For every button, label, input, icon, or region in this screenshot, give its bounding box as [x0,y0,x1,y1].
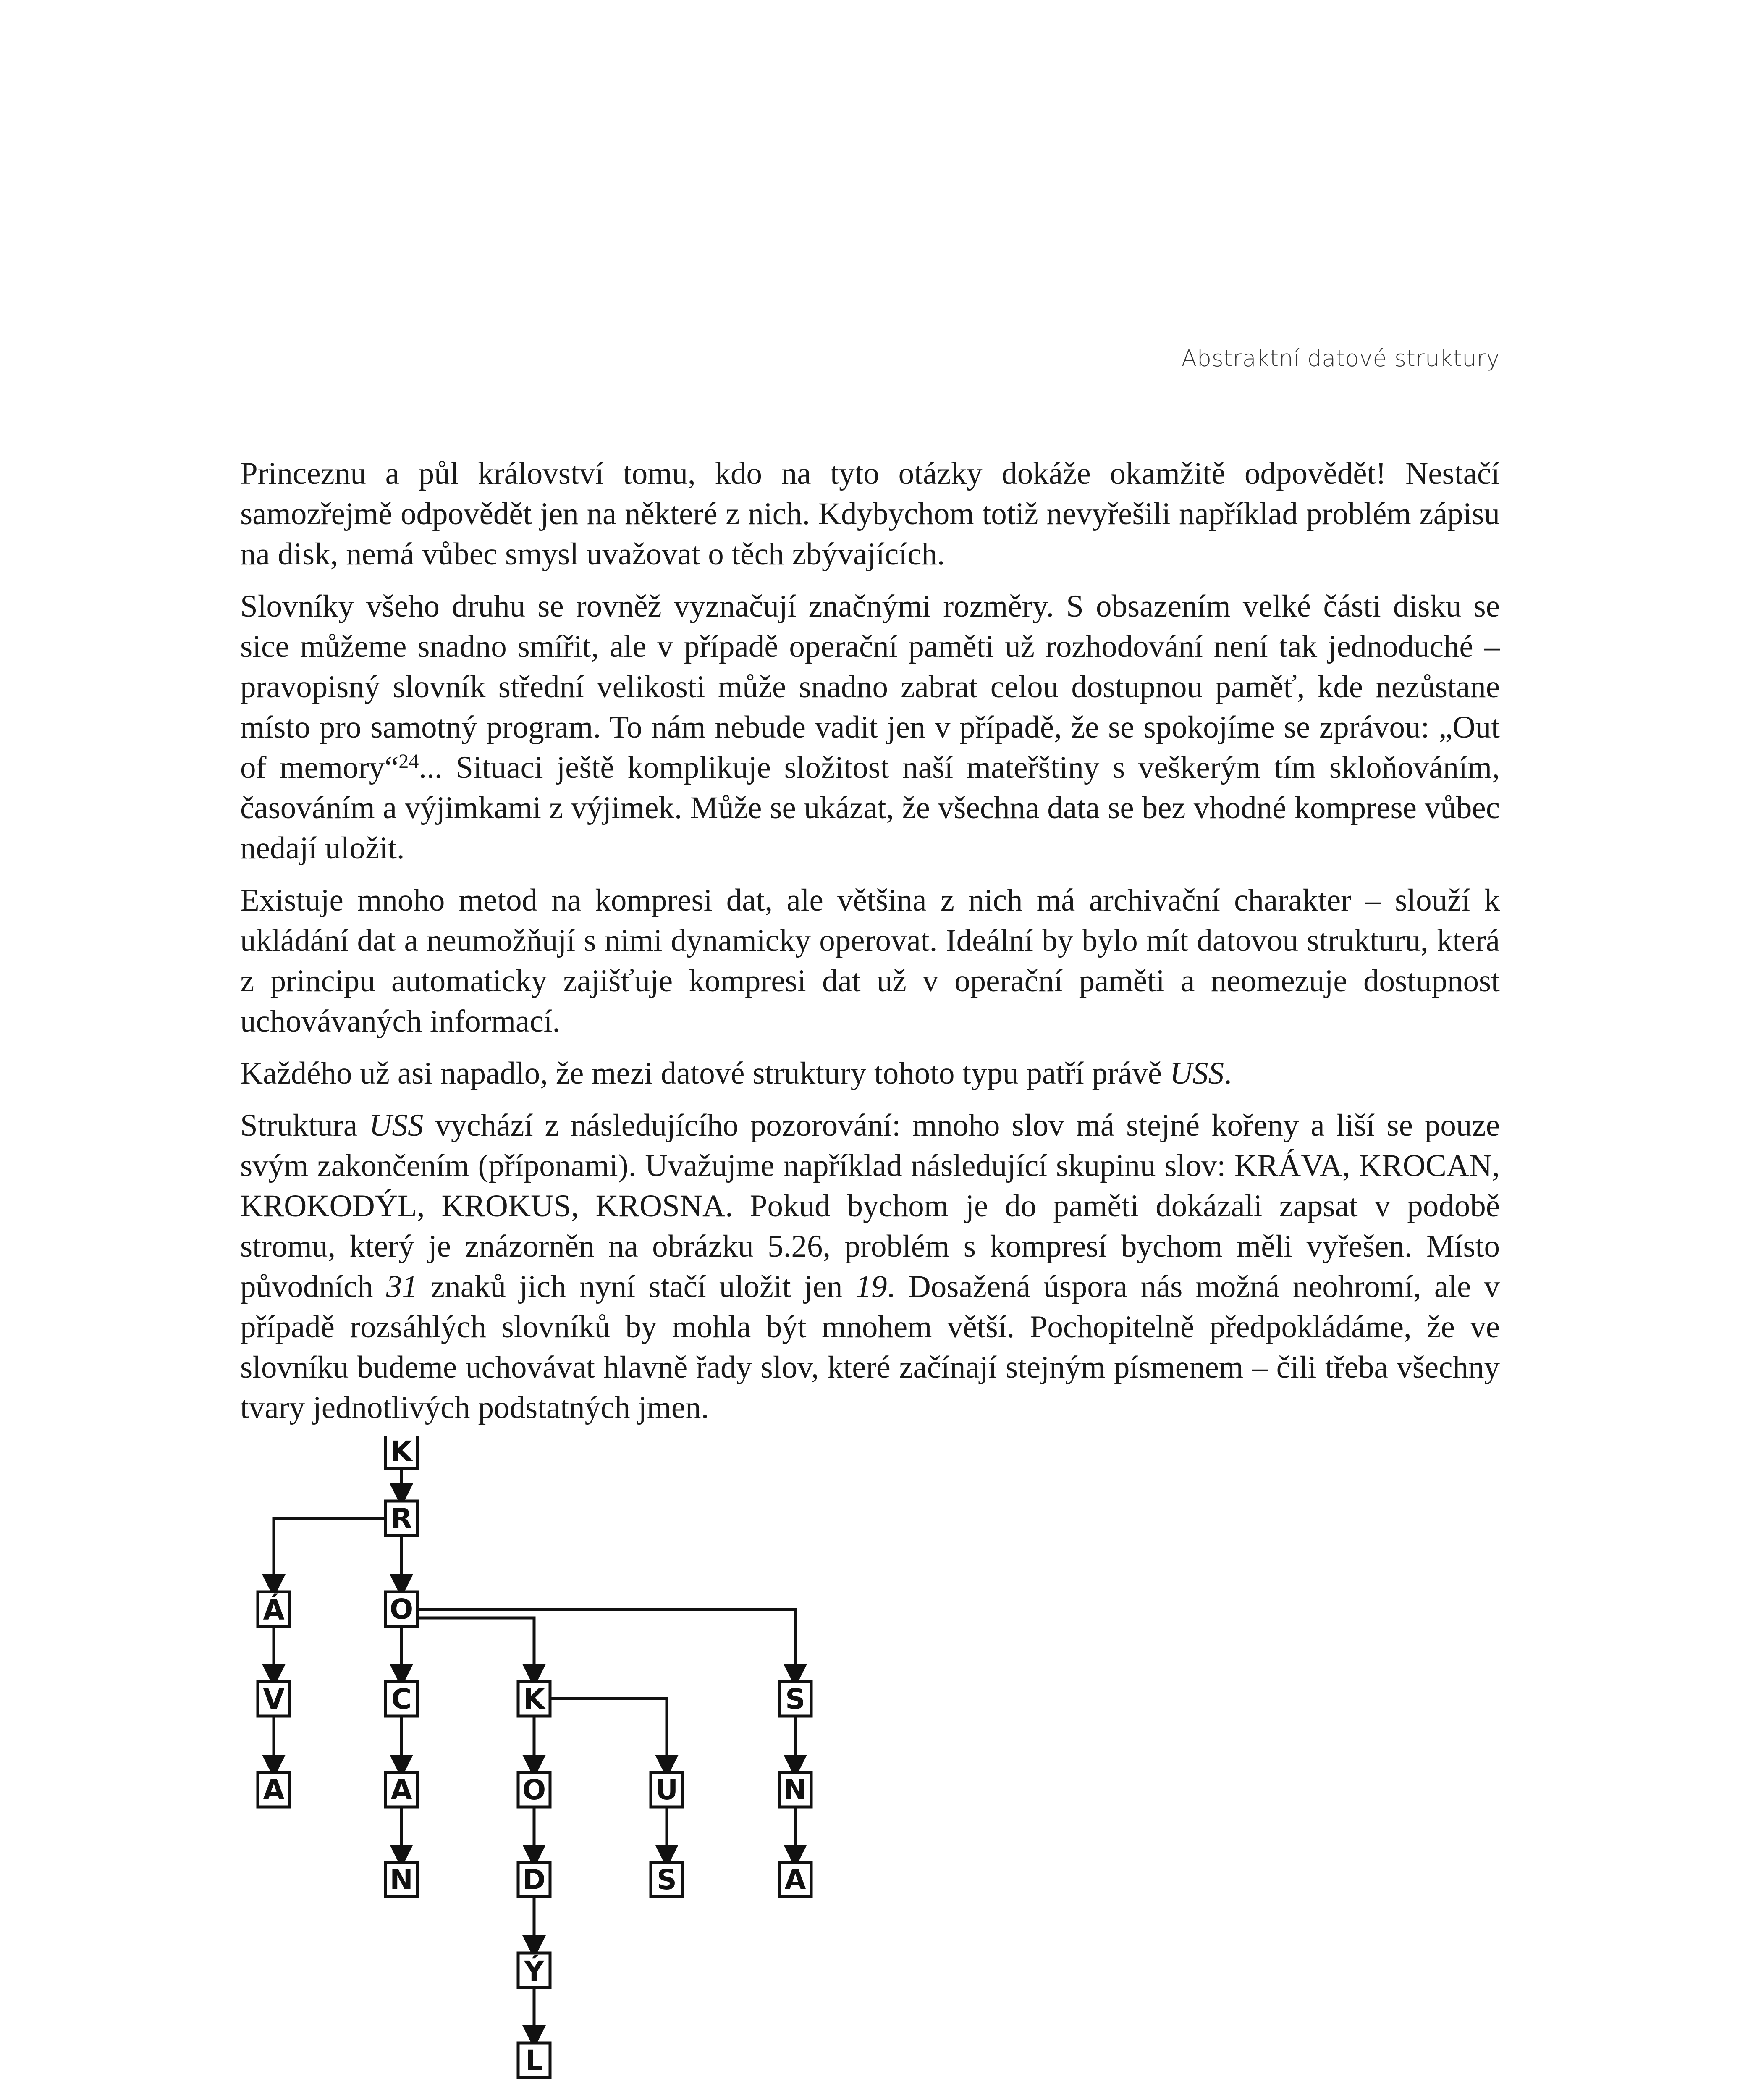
node-a3: A [784,1864,806,1896]
paragraph-5 [240,1105,1500,1428]
compressed-count: 19 [855,1269,887,1304]
paragraph-2-end: ... Situaci ještě komplikuje složitost naší mateřštiny s veškerým tím skloňováním, časováním a výjimkami z výjimek. Může se ukázat, že všechna data se bez vhodné komprese vůbec nedají uložit. [240,750,1500,866]
paragraph-5-d: . Dosažená úspora nás možná neohromí, ale v případě rozsáhlých slovníků by mohla být mnohem větší. Pochopitelně předpokládáme, že ve slovníku budeme uchovávat hlavně řady slov, které začínají stejným písmenem – čili třeba všechny tvary jednotlivých podstatných jmen. [240,1269,1500,1425]
paragraph-2 [240,586,1500,869]
node-a1: A [263,1774,285,1806]
paragraph-1: Princeznu a půl království tomu, kdo na tyto otázky dokáže okamžitě odpovědět! Nestačí samozřejmě odpovědět jen na některé z nich. Kdybychom totiž nevyřešili například problém zápisu na disk, nemá vůbec smysl uvažovat o těch zbývajících. [240,456,1500,572]
edge-o-s [417,1609,795,1682]
paragraph-4 [240,1053,1500,1094]
node-n1: N [390,1864,413,1896]
node-a-acute: Á [263,1594,285,1626]
edge-r-a-acute [274,1519,385,1592]
node-o: O [389,1593,414,1625]
paragraph-5-c: znaků jich nyní stačí uložit jen [417,1269,856,1304]
node-s1: S [657,1864,677,1896]
edge-k-u [550,1698,667,1772]
paragraph-4-end: . [1224,1056,1232,1091]
paragraph-5-b: vychází z následujícího pozorování: mnoho slov má stejné kořeny a liší se pouze svým zakončením (příponami). Uvažujme například následující skupinu slov: KRÁVA, KROCAN, KROKODÝL, KROKUS, KROSNA. Pokud bychom je do paměti dokázali zapsat v podobě stromu, který je znázorněn na obrázku 5.26, problém s kompresí bychom měli vyřešen. Místo původních [240,1108,1500,1304]
edge-o-k [417,1618,534,1682]
node-d: D [522,1864,546,1896]
uss-term: USS [369,1108,424,1143]
running-title: Abstraktní datové struktury [1181,345,1500,372]
original-count: 31 [386,1269,418,1304]
node-y-acute: Ý [524,1955,544,1987]
paragraph-2-start: Slovníky všeho druhu se rovněž vyznačují značnými rozměry. S obsazením velké části disku se sice můžeme snadno smířit, ale v případě operační paměti už rozhodování není tak jednoduché – pravopisný slovník střední velikosti může snadno zabrat celou dostupnou paměť, kde nezůstane místo pro samotný program. To nám nebude vadit jen v případě, že se spokojíme se zprávou: „Out of memory“ [240,589,1500,785]
node-n2: N [784,1774,807,1806]
node-o2: O [522,1774,546,1806]
node-k2: K [523,1683,545,1715]
node-r: R [390,1502,412,1535]
node-u: U [655,1774,678,1806]
uss-term: USS [1169,1056,1224,1091]
node-a2: A [390,1774,412,1806]
node-c: C [391,1683,412,1715]
node-l: L [525,2044,543,2076]
body-text [240,454,1500,1440]
node-k-root: K [390,1436,412,1467]
paragraph-4-text: Každého už asi napadlo, že mezi datové struktury tohoto typu patří právě [240,1056,1170,1091]
paragraph-3: Existuje mnoho metod na kompresi dat, ale většina z nich má archivační charakter – slouží k ukládání dat a neumožňují s nimi dynamicky operovat. Ideální by bylo mít datovou strukturu, která z principu automaticky zajišťuje kompresi dat už v operační paměti a neomezuje dostupnost uchovávaných informací. [240,883,1500,1039]
footnote-reference: 24 [398,750,419,772]
paragraph-5-a: Struktura [240,1108,369,1143]
node-s2: S [785,1683,805,1715]
trie-diagram [240,1436,1332,2100]
node-v: V [263,1683,285,1715]
